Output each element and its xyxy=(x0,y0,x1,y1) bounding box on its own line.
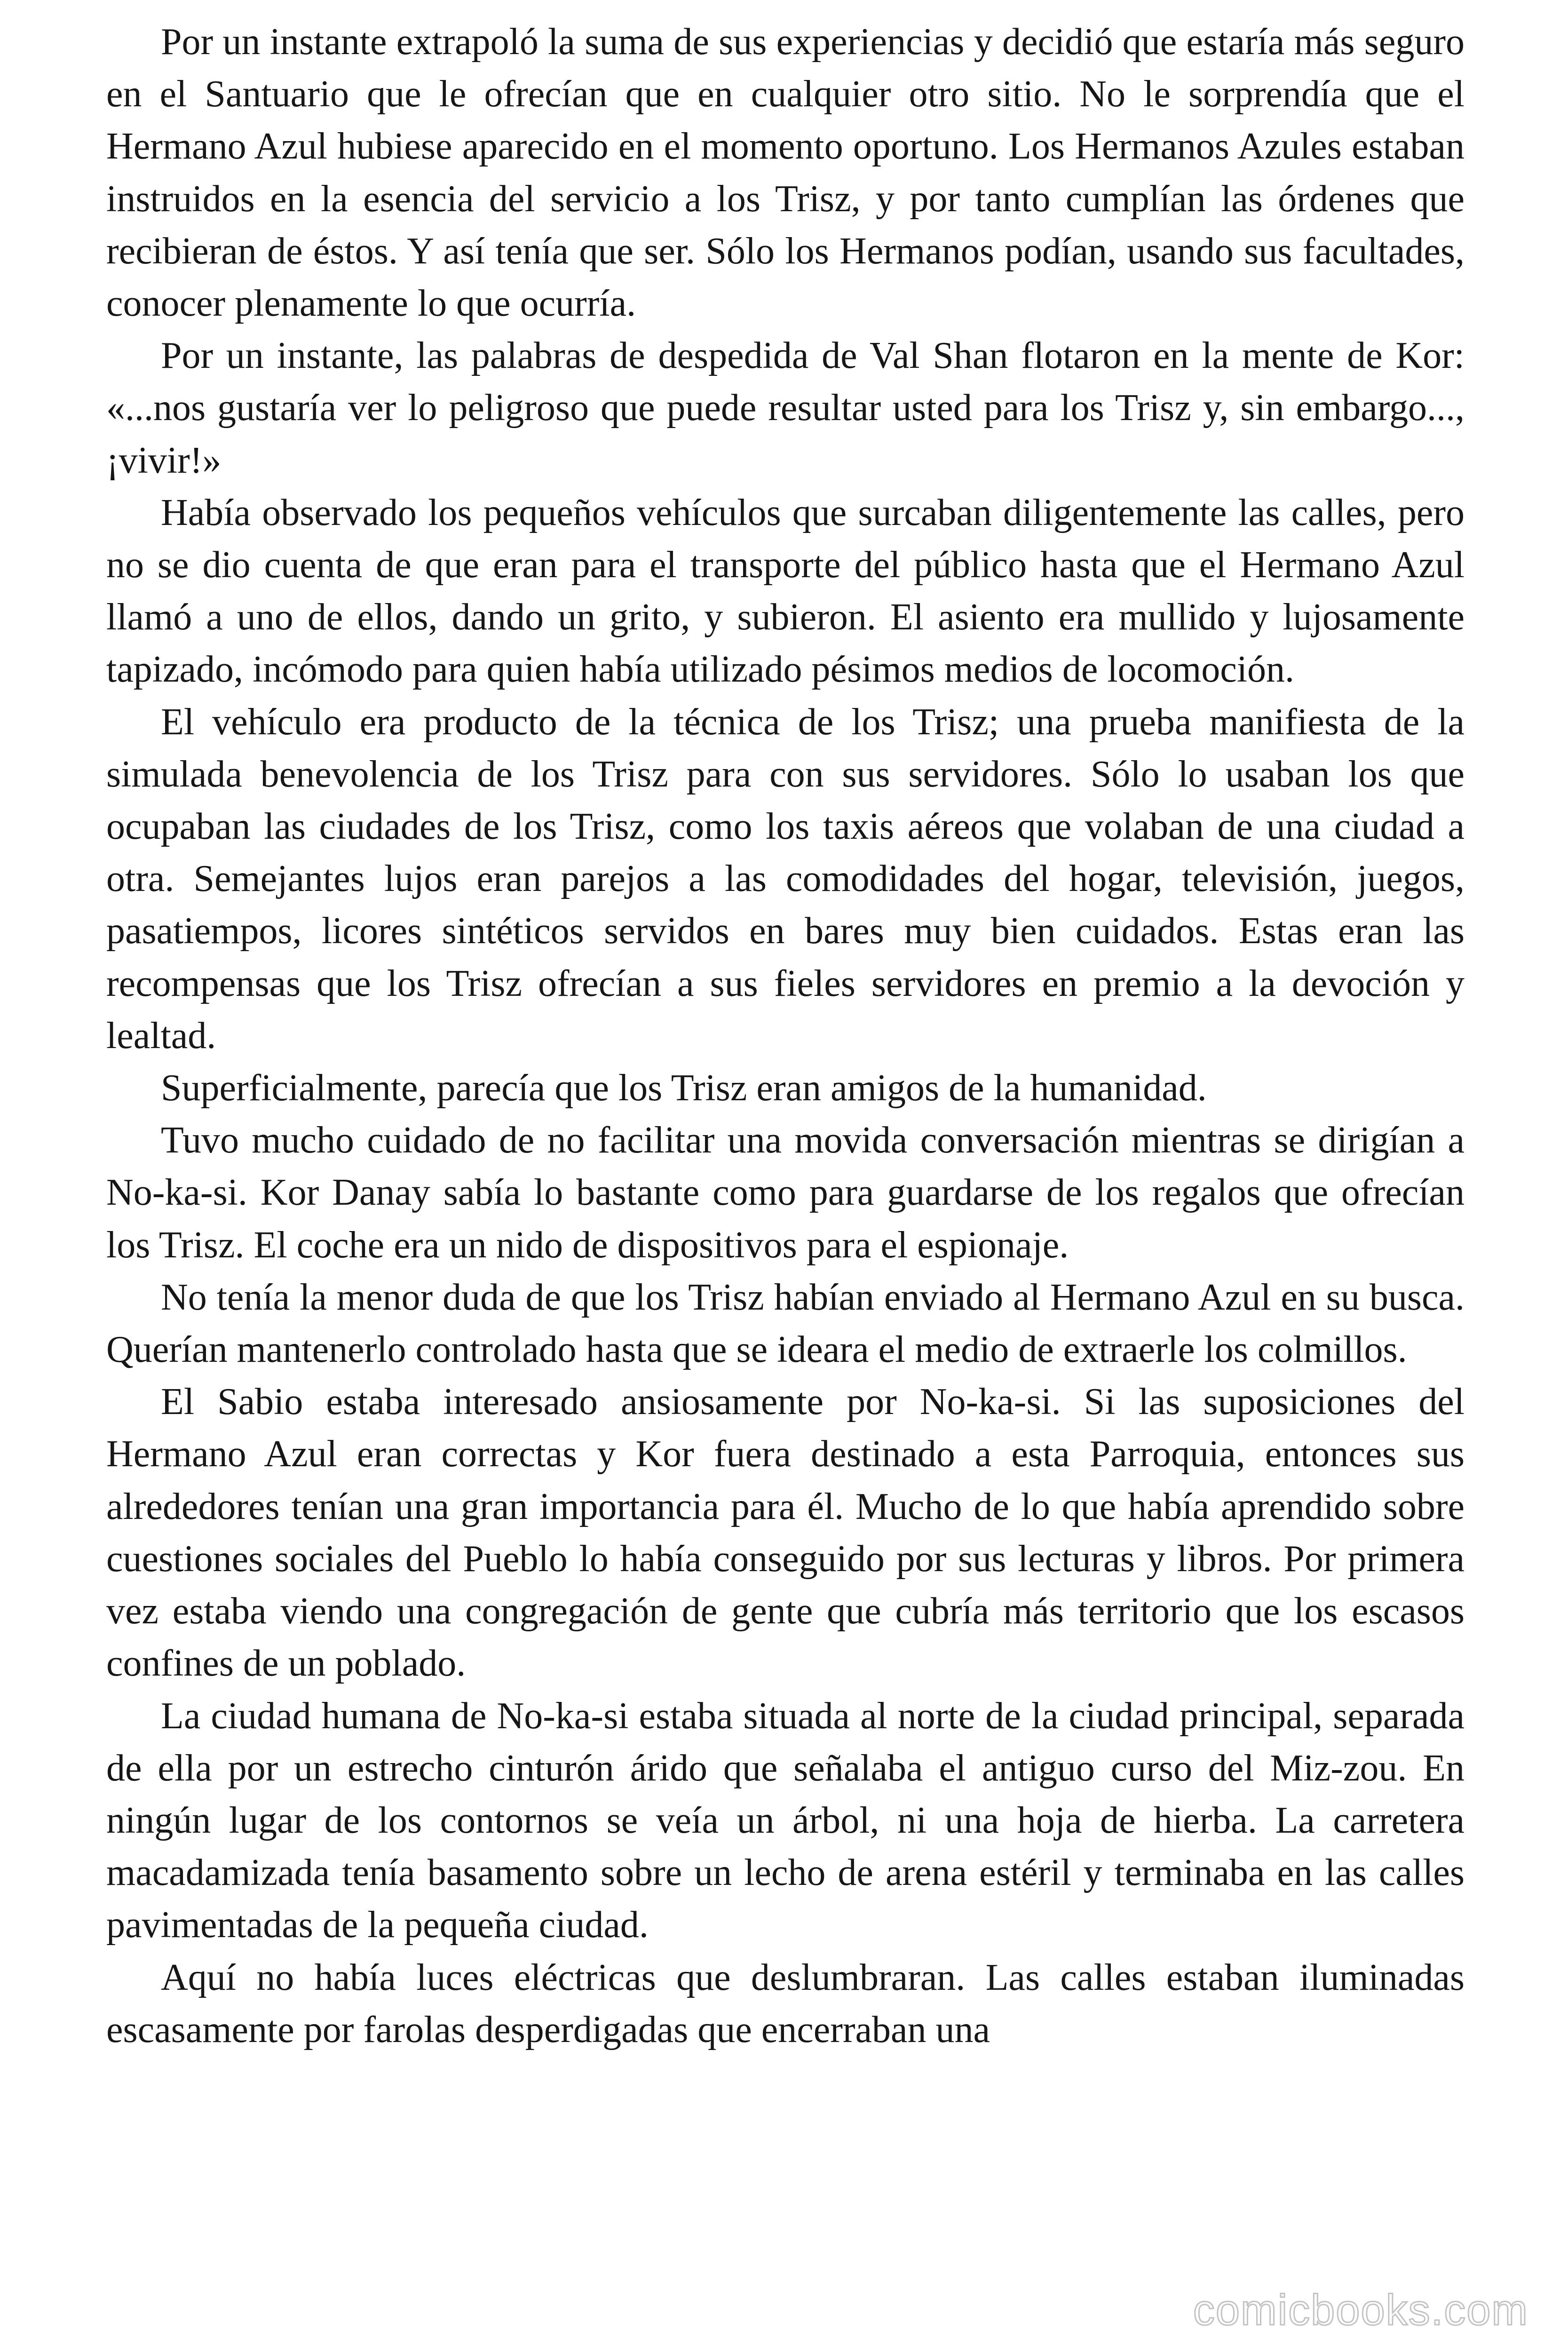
paragraph: Por un instante, las palabras de despedida de Val Shan flotaron en la mente de Kor: «...nos gustaría ver lo peligroso que puede resultar usted para los Trisz y, sin embargo..., ¡vivir!» xyxy=(106,335,1465,481)
paragraph: El Sabio estaba interesado ansiosamente por No-ka-si. Si las suposiciones del Hermano Azul eran correctas y Kor fuera destinado a esta Parroquia, entonces sus alrededores tenían una gran importancia para él. Mucho de lo que había aprendido sobre cuestiones sociales del Pueblo lo había conseguido por sus lecturas y libros. Por primera vez estaba viendo una congregación de gente que cubría más territorio que los escasos confines de un poblado. xyxy=(106,1381,1465,1685)
paragraph: La ciudad humana de No-ka-si estaba situada al norte de la ciudad principal, separada de ella por un estrecho cinturón árido que señalaba el antiguo curso del Miz-zou. En ningún lugar de los contornos se veía un árbol, ni una hoja de hierba. La carretera macadamizada tenía basamento sobre un lecho de arena estéril y terminaba en las calles pavimentadas de la pequeña ciudad. xyxy=(106,1695,1465,1946)
watermark: comicbooks.com xyxy=(1193,2286,1528,2334)
paragraph: Tuvo mucho cuidado de no facilitar una movida conversación mientras se dirigían a No-ka-si. Kor Danay sabía lo bastante como para guardarse de los regalos que ofrecían los Trisz. El coche era un nido de dispositivos para el espionaje. xyxy=(106,1120,1465,1266)
paragraph: Aquí no había luces eléctricas que deslumbraran. Las calles estaban iluminadas escasamente por farolas desperdigadas que encerraban una xyxy=(106,1956,1465,2050)
paragraph: No tenía la menor duda de que los Trisz habían enviado al Hermano Azul en su busca. Querían mantenerlo controlado hasta que se ideara el medio de extraerle los colmillos. xyxy=(106,1276,1465,1371)
body-text xyxy=(106,16,1465,2056)
paragraph: Superficialmente, parecía que los Trisz eran amigos de la humanidad. xyxy=(161,1067,1207,1109)
paragraph: Por un instante extrapoló la suma de sus experiencias y decidió que estaría más seguro en el Santuario que le ofrecían que en cualquier otro sitio. No le sorprendía que el Hermano Azul hubiese aparecido en el momento oportuno. Los Hermanos Azules estaban instruidos en la esencia del servicio a los Trisz, y por tanto cumplían las órdenes que recibieran de éstos. Y así tenía que ser. Sólo los Hermanos podían, usando sus facultades, conocer plenamente lo que ocurría. xyxy=(106,21,1465,325)
paragraph: Había observado los pequeños vehículos que surcaban diligentemente las calles, pero no se dio cuenta de que eran para el transporte del público hasta que el Hermano Azul llamó a uno de ellos, dando un grito, y subieron. El asiento era mullido y lujosamente tapizado, incómodo para quien había utilizado pésimos medios de locomoción. xyxy=(106,492,1465,691)
paragraph: El vehículo era producto de la técnica de los Trisz; una prueba manifiesta de la simulada benevolencia de los Trisz para con sus servidores. Sólo lo usaban los que ocupaban las ciudades de los Trisz, como los taxis aéreos que volaban de una ciudad a otra. Semejantes lujos eran parejos a las comodidades del hogar, televisión, juegos, pasatiempos, licores sintéticos servidos en bares muy bien cuidados. Estas eran las recompensas que los Trisz ofrecían a sus fieles servidores en premio a la devoción y lealtad. xyxy=(106,701,1465,1057)
